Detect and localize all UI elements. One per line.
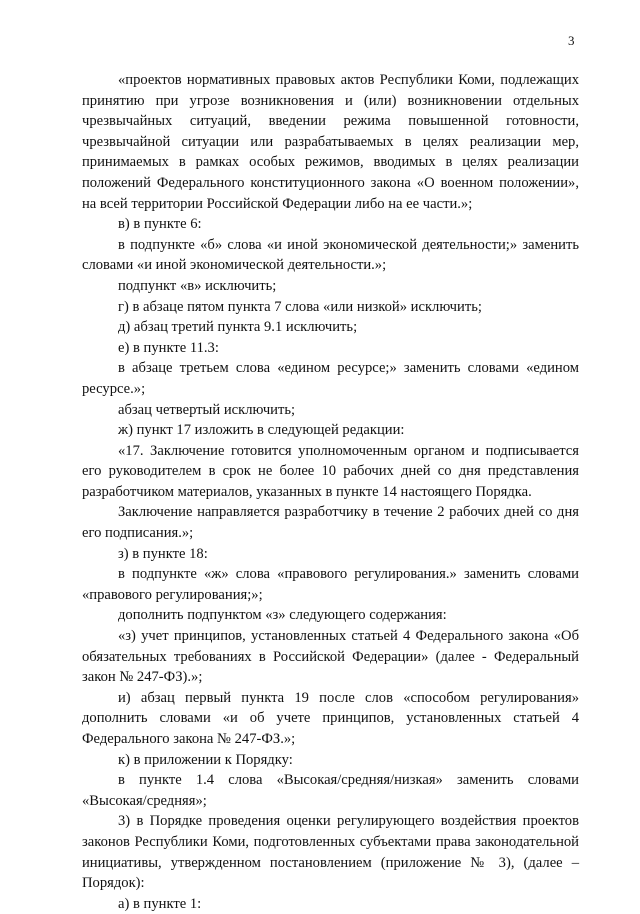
paragraph: в абзаце третьем слова «едином ресурсе;» заменить словами «едином ресурсе.»; xyxy=(82,360,579,397)
paragraph: в) в пункте 6: xyxy=(118,216,202,233)
paragraph: подпункт «в» исключить; xyxy=(118,277,277,294)
paragraph: д) абзац третий пункта 9.1 исключить; xyxy=(118,319,358,336)
paragraph: 3) в Порядке проведения оценки регулирующего воздействия проектов законов Республики Коми, подготовленных субъектами права законодательной инициативы, утвержденном постановлением (приложение № 3), (далее – Порядок): xyxy=(82,813,579,892)
paragraph: а) в пункте 1: xyxy=(118,895,202,912)
paragraph: е) в пункте 11.3: xyxy=(118,339,219,356)
paragraph: «проектов нормативных правовых актов Республики Коми, подлежащих принятию при угрозе возникновения и (или) возникновении отдельных чрезвычайных ситуаций, введении режима повышенной готовности, чрезвычайной ситуации или разрабатываемых в целях реализации мер, принимаемых в рамках особых режимов, вводимых в целях реализации положений Федерального конституционного закона «О военном положении», на всей территории Российской Федерации либо на ее части.»; xyxy=(82,72,579,212)
paragraph: и) абзац первый пункта 19 после слов «способом регулирования» дополнить словами «и об учете принципов, установленных статьей 4 Федерального закона № 247-ФЗ.»; xyxy=(82,689,579,747)
paragraph: «17. Заключение готовится уполномоченным органом и подписывается его руководителем в срок не более 10 рабочих дней со дня представления разработчиком материалов, указанных в пункте 14 настоящего Порядка. xyxy=(82,442,579,500)
document-body xyxy=(82,70,579,914)
paragraph: к) в приложении к Порядку: xyxy=(118,751,293,768)
paragraph: в подпункте «б» слова «и иной экономической деятельности;» заменить словами «и иной экономической деятельности.»; xyxy=(82,236,579,274)
paragraph: в подпункте «ж» слова «правового регулирования.» заменить словами «правового регулирования;»; xyxy=(82,566,579,603)
paragraph: Заключение направляется разработчику в течение 2 рабочих дней со дня его подписания.»; xyxy=(82,504,579,542)
paragraph: «з) учет принципов, установленных статьей 4 Федерального закона «Об обязательных требованиях в Российской Федерации» (далее - Федеральный закон № 247-ФЗ).»; xyxy=(82,628,579,686)
paragraph: абзац четвертый исключить; xyxy=(118,401,296,418)
paragraph: г) в абзаце пятом пункта 7 слова «или низкой» исключить; xyxy=(118,298,482,315)
paragraph: дополнить подпунктом «з» следующего содержания: xyxy=(118,607,447,624)
paragraph: ж) пункт 17 изложить в следующей редакции: xyxy=(118,422,405,439)
paragraph: в пункте 1.4 слова «Высокая/средняя/низкая» заменить словами «Высокая/средняя»; xyxy=(82,772,579,809)
page-number: 3 xyxy=(568,33,575,48)
paragraph: з) в пункте 18: xyxy=(118,545,208,562)
